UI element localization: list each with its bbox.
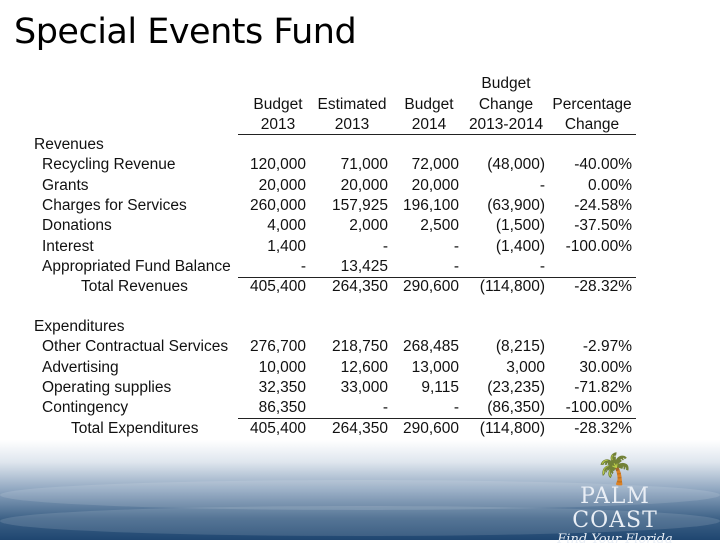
logo-tagline: Find Your Florida xyxy=(557,532,673,547)
section-label: Revenues xyxy=(34,136,104,153)
row-value: -37.50% xyxy=(574,217,632,235)
total-value: (114,800) xyxy=(479,419,545,437)
row-value: (1,500) xyxy=(495,217,545,235)
row-value: 268,485 xyxy=(402,338,459,356)
total-value: (114,800) xyxy=(479,278,545,296)
row-value: 4,000 xyxy=(267,217,306,235)
row-value: 71,000 xyxy=(340,156,388,174)
row-value: 3,000 xyxy=(506,358,545,376)
row-value: 157,925 xyxy=(331,196,388,214)
column-header: Change xyxy=(564,116,620,133)
row-value: -71.82% xyxy=(574,378,632,396)
row-value: - xyxy=(453,237,459,255)
total-value: -28.32% xyxy=(574,278,632,296)
row-value: - xyxy=(382,399,388,417)
column-header: Percentage xyxy=(552,95,632,113)
total-value: 290,600 xyxy=(402,278,459,296)
row-value: -24.58% xyxy=(574,196,632,214)
column-header: Budget xyxy=(253,95,303,113)
row-value: 20,000 xyxy=(411,176,459,194)
row-label: Advertising xyxy=(42,358,119,376)
section-label: Expenditures xyxy=(34,318,125,335)
row-value: 13,425 xyxy=(340,257,388,275)
row-value: (1,400) xyxy=(495,237,545,255)
row-value: 260,000 xyxy=(249,196,306,214)
row-label: Appropriated Fund Balance xyxy=(42,257,231,275)
column-header: Budget xyxy=(481,75,531,92)
row-value: 120,000 xyxy=(249,156,306,174)
palm-coast-logo xyxy=(535,453,695,547)
row-value: -40.00% xyxy=(574,156,632,174)
column-header: 2013 xyxy=(260,116,296,133)
row-value: (63,900) xyxy=(487,196,545,214)
row-value: 2,000 xyxy=(349,217,388,235)
row-value: (8,215) xyxy=(495,338,545,356)
row-label: Charges for Services xyxy=(42,196,187,214)
row-label: Grants xyxy=(42,176,89,194)
row-value: 20,000 xyxy=(340,176,388,194)
total-label: Total Revenues xyxy=(81,278,188,296)
row-value: 9,115 xyxy=(421,378,459,396)
row-value: - xyxy=(453,257,459,275)
column-header: Change xyxy=(478,95,534,113)
total-value: 405,400 xyxy=(249,419,306,437)
total-value: 405,400 xyxy=(249,278,306,296)
row-value: (48,000) xyxy=(487,156,545,174)
row-value: -2.97% xyxy=(582,338,632,356)
row-value: - xyxy=(539,257,545,275)
row-value: 2,500 xyxy=(420,217,459,235)
row-value: -100.00% xyxy=(565,399,632,417)
row-value: 12,600 xyxy=(340,358,388,376)
row-value: (23,235) xyxy=(487,378,545,396)
row-value: - xyxy=(300,257,306,275)
row-value: - xyxy=(453,399,459,417)
row-value: 33,000 xyxy=(340,378,388,396)
total-label: Total Expenditures xyxy=(71,419,199,437)
row-value: 218,750 xyxy=(331,338,388,356)
slide-title: Special Events Fund xyxy=(14,12,357,52)
row-label: Donations xyxy=(42,217,112,235)
row-value: 72,000 xyxy=(411,156,459,174)
palm-tree-icon: 🌴 xyxy=(596,453,634,486)
row-value: 20,000 xyxy=(258,176,306,194)
row-value: 30.00% xyxy=(579,358,632,376)
row-value: 1,400 xyxy=(267,237,306,255)
row-value: 196,100 xyxy=(402,196,459,214)
row-label: Operating supplies xyxy=(42,378,172,396)
column-header: Estimated xyxy=(317,95,387,113)
row-value: 32,350 xyxy=(258,378,306,396)
total-value: 290,600 xyxy=(402,419,459,437)
row-value: (86,350) xyxy=(487,399,545,417)
column-header: Budget xyxy=(404,95,454,113)
divider xyxy=(238,134,636,135)
column-header: 2013 xyxy=(334,116,370,133)
total-value: 264,350 xyxy=(331,419,388,437)
row-value: - xyxy=(539,176,545,194)
logo-name: PALM COAST xyxy=(572,484,658,533)
row-value: 0.00% xyxy=(588,176,632,194)
row-label: Other Contractual Services xyxy=(42,338,229,356)
row-value: 86,350 xyxy=(258,399,306,417)
total-value: 264,350 xyxy=(331,278,388,296)
total-value: -28.32% xyxy=(574,419,632,437)
row-value: -100.00% xyxy=(565,237,632,255)
row-label: Contingency xyxy=(42,399,129,417)
column-header: 2014 xyxy=(411,116,447,133)
row-label: Recycling Revenue xyxy=(42,156,176,174)
row-value: - xyxy=(382,237,388,255)
row-value: 13,000 xyxy=(411,358,459,376)
row-label: Interest xyxy=(42,237,94,255)
row-value: 276,700 xyxy=(249,338,306,356)
row-value: 10,000 xyxy=(258,358,306,376)
column-header: 2013-2014 xyxy=(468,116,544,133)
